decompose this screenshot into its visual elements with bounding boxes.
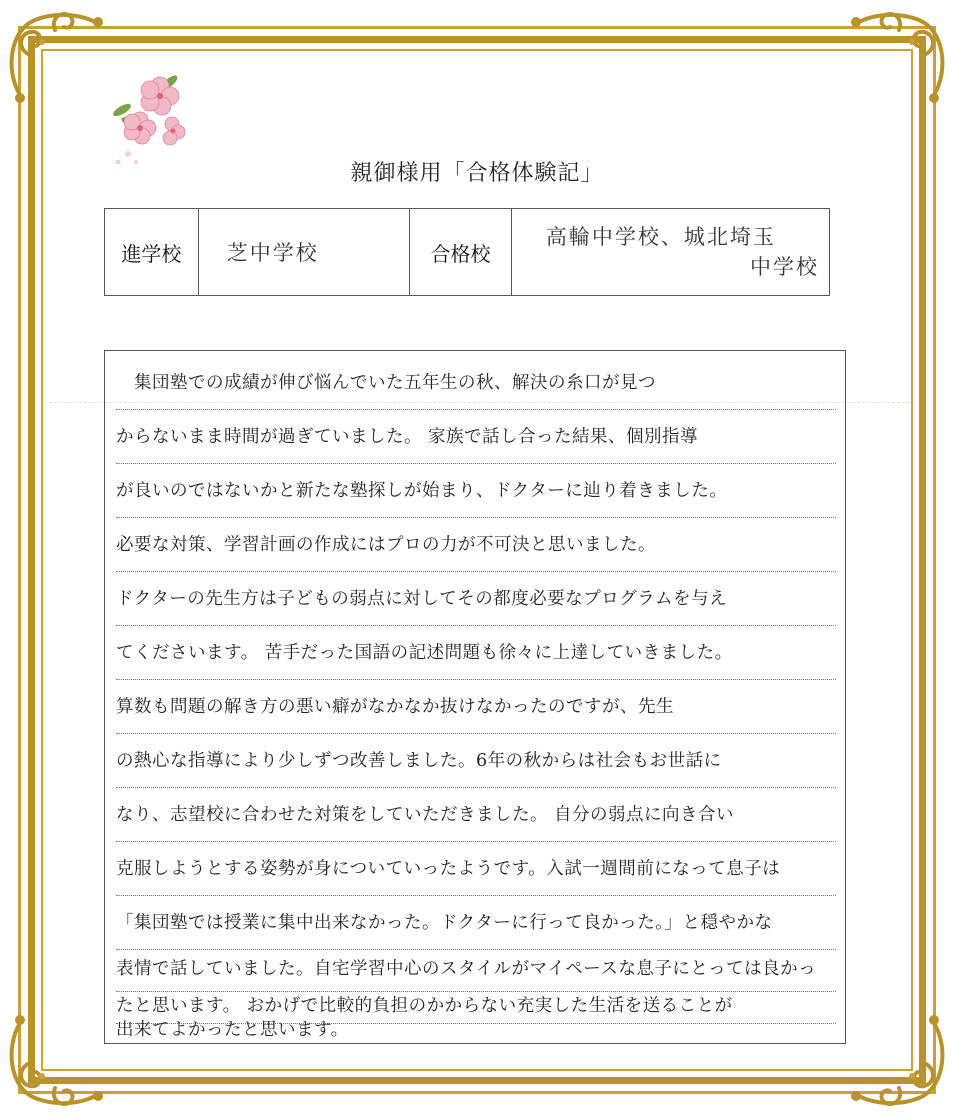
passed-school-line-2: 中学校 [749,255,819,279]
passed-school-cell [512,209,829,295]
document-title: 親御様用「合格体験記」 [350,161,604,186]
essay-line: 必要な対策、学習計画の作成にはプロの力が不可決と思いました。 [116,518,836,572]
passed-school-value [512,222,829,282]
essay-line: ドクターの先生方は子どもの弱点に対してその都度必要なプログラムを与え [116,572,836,626]
essay-line: 算数も問題の解き方の悪い癖がなかなか抜けなかったのですが、先生 [116,680,836,734]
essay-line: の熱心な指導により少しずつ改善しました。6年の秋からは社会もお世話に [116,734,836,788]
essay-line: たと思います。 おかげで比較的負担のかからない充実した生活を送ることが [116,988,836,1024]
corner-ornament-icon [844,0,954,110]
passed-school-line-1: 高輪中学校、城北埼玉 [545,225,776,249]
essay-line: 克服しようとする姿勢が身についていったようです。入試一週間前になって息子は [116,842,836,896]
corner-ornament-icon [0,1008,110,1118]
essay-line: からないまま時間が過ぎていました。 家族で話し合った結果、個別指導 [116,410,836,464]
essay-line: 「集団塾では授業に集中出来なかった。ドクターに行って良かった。」と穏やかな [116,896,836,950]
essay-line: 表情で話していました。自宅学習中心のスタイルがマイペースな息子にとっては良かっ [116,946,836,992]
school-info-table [104,208,830,296]
corner-ornament-icon [844,1008,954,1118]
essay-line: なり、志望校に合わせた対策をしていただきました。 自分の弱点に向き合い [116,788,836,842]
essay-line: 出来てよかったと思います。 [116,1020,349,1040]
essay-line: 集団塾での成績が伸び悩んでいた五年生の秋、解決の糸口が見つ [116,356,836,410]
enrolled-school-value: 芝中学校 [199,209,410,295]
essay-line: が良いのではないかと新たな塾探しが始まり、ドクターに辿り着きました。 [116,464,836,518]
corner-ornament-icon [0,0,110,110]
passed-school-label: 合格校 [410,209,512,295]
essay-line: てくださいます。 苦手だった国語の記述問題も徐々に上達していきました。 [116,626,836,680]
enrolled-school-label: 進学校 [105,209,199,295]
